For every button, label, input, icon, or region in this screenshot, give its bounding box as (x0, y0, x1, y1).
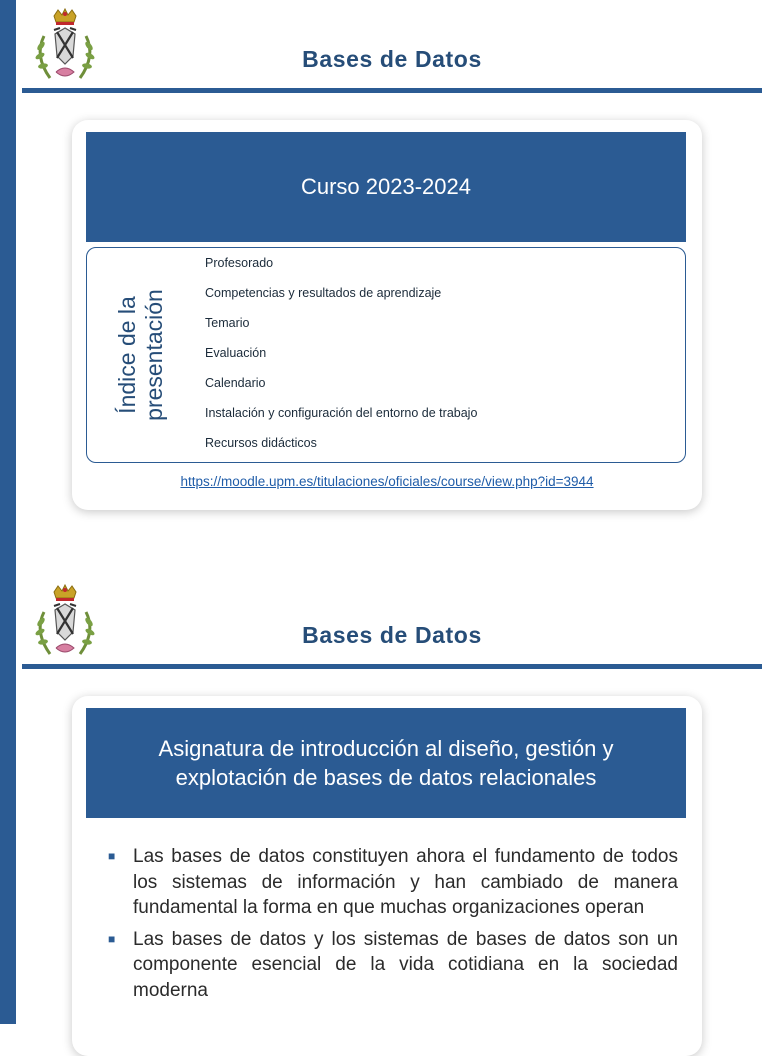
header-title: Bases de Datos (302, 46, 482, 72)
course-banner: Curso 2023-2024 (86, 132, 686, 242)
header-divider (22, 664, 762, 669)
index-item: Competencias y resultados de aprendizaje (205, 286, 442, 300)
bullet-item (106, 927, 678, 1004)
header-divider (22, 88, 762, 93)
index-title (93, 252, 189, 458)
square-bullet-icon: ■ (108, 849, 116, 863)
index-item: Recursos didácticos (205, 436, 317, 450)
bullet-text: Las bases de datos constituyen ahora el fundamento de todos los sistemas de información y han cambiado de manera fundamental la forma en que muchas organizaciones operan (133, 846, 678, 918)
slide-course-intro (16, 576, 768, 1024)
bullet-list (106, 844, 678, 1009)
index-item: Calendario (205, 376, 266, 390)
index-item: Instalación y configuración del entorno de trabajo (205, 406, 478, 420)
header-title: Bases de Datos (302, 622, 482, 648)
left-accent-bar (0, 0, 16, 1024)
slide-course-index (16, 0, 768, 560)
intro-card (72, 696, 702, 1056)
bullet-text: Las bases de datos y los sistemas de bases de datos son un componente esencial de la vida cotidiana en la sociedad moderna (133, 928, 678, 1001)
intro-banner: Asignatura de introducción al diseño, gestión y explotación de bases de datos relacionales (86, 708, 686, 818)
course-card (72, 120, 702, 510)
index-list (205, 254, 477, 464)
index-box (86, 247, 686, 463)
index-item: Temario (205, 316, 250, 330)
moodle-course-link[interactable]: https://moodle.upm.es/titulaciones/oficiales/course/view.php?id=3944 (180, 474, 594, 489)
index-title-line: Índice de la (114, 296, 140, 414)
square-bullet-icon: ■ (108, 931, 116, 946)
index-title-line: presentación (141, 289, 167, 421)
index-item: Evaluación (205, 346, 267, 360)
index-item: Profesorado (205, 256, 274, 270)
bullet-item (106, 844, 678, 921)
